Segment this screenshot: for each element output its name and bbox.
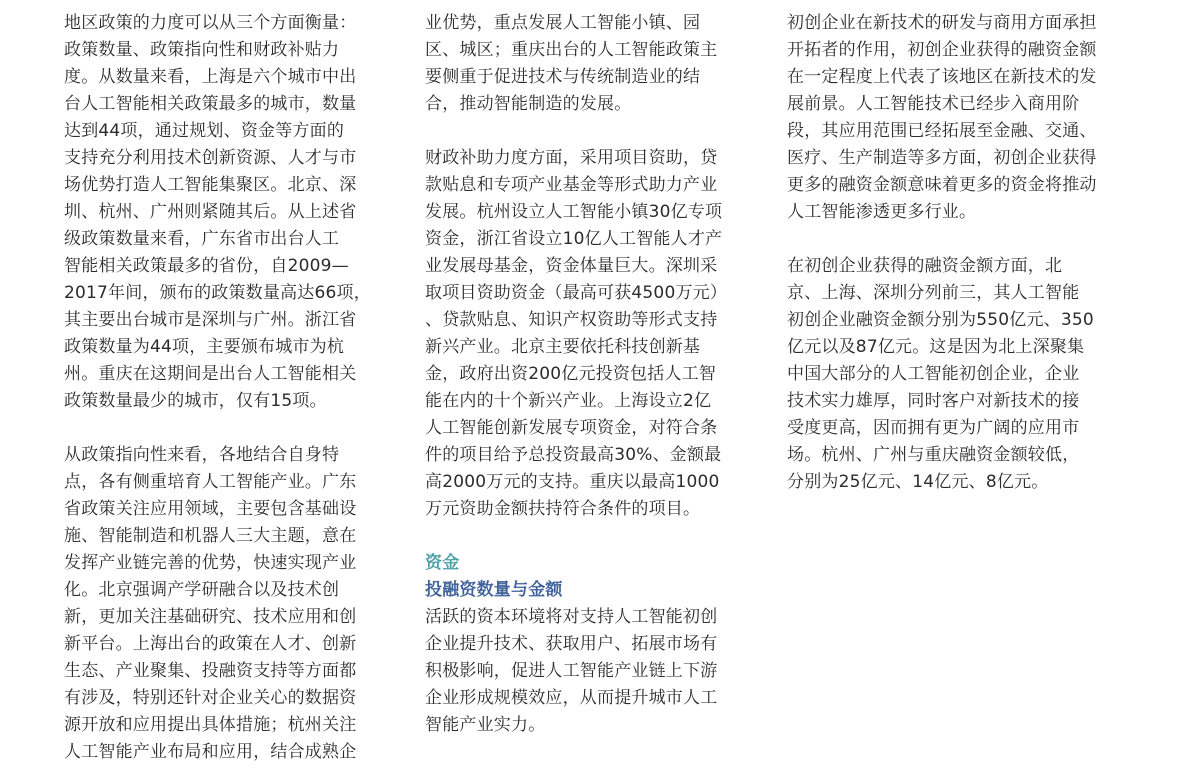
text-line: 从政策指向性来看，各地结合自身特	[64, 445, 340, 465]
paragraph	[64, 442, 394, 766]
text-line: 能在内的十个新兴产业。上海设立2亿	[425, 391, 712, 411]
text-line: 高2000万元的支持。重庆以最高1000	[425, 472, 720, 492]
text-line: 金，政府出资200亿元投资包括人工智	[425, 364, 717, 384]
text-line: 亿元以及87亿元。这是因为北上深聚集	[787, 337, 1085, 357]
text-line: 人工智能产业布局和应用，结合成熟企	[64, 742, 357, 762]
text-line: 人工智能渗透更多行业。	[787, 202, 977, 222]
text-column-3	[787, 10, 1123, 496]
text-line: 企业形成规模效应，从而提升城市人工	[425, 688, 718, 708]
text-line: 点，各有侧重培育人工智能产业。广东	[64, 472, 357, 492]
text-line: 资金，浙江省设立10亿人工智能人才产	[425, 229, 723, 249]
text-line: 其主要出台城市是深圳与广州。浙江省	[64, 310, 357, 330]
text-line: 、贷款贴息、知识产权资助等形式支持	[425, 310, 718, 330]
text-line: 初创企业在新技术的研发与商用方面承担	[787, 13, 1097, 33]
text-line: 地区政策的力度可以从三个方面衡量：	[64, 13, 357, 33]
text-line: 发展。杭州设立人工智能小镇30亿专项	[425, 202, 723, 222]
text-line: 支持充分利用技术创新资源、人才与市	[64, 148, 357, 168]
text-line: 台人工智能相关政策最多的城市，数量	[64, 94, 357, 114]
paragraph-spacer	[425, 118, 755, 145]
text-line: 度。从数量来看，上海是六个城市中出	[64, 67, 357, 87]
text-line: 人工智能创新发展专项资金，对符合条	[425, 418, 718, 438]
text-line: 段，其应用范围已经拓展至金融、交通、	[787, 121, 1097, 141]
text-line: 源开放和应用提出具体措施；杭州关注	[64, 715, 357, 735]
subsection-heading: 投融资数量与金额	[425, 580, 563, 600]
text-line: 新平台。上海出台的政策在人才、创新	[64, 634, 357, 654]
text-line: 政策数量为44项，主要颁布城市为杭	[64, 337, 345, 357]
paragraph-spacer	[425, 523, 755, 550]
text-line: 新，更加关注基础研究、技术应用和创	[64, 607, 357, 627]
text-line: 场。杭州、广州与重庆融资金额较低，	[787, 445, 1080, 465]
paragraph-spacer	[64, 415, 394, 442]
text-line: 新兴产业。北京主要依托科技创新基	[425, 337, 701, 357]
text-line: 在一定程度上代表了该地区在新技术的发	[787, 67, 1097, 87]
text-line: 业发展母基金，资金体量巨大。深圳采	[425, 256, 718, 276]
text-line: 积极影响，促进人工智能产业链上下游	[425, 661, 718, 681]
text-column-1	[64, 10, 394, 766]
text-line: 政策数量、政策指向性和财政补贴力	[64, 40, 340, 60]
text-line: 政策数量最少的城市，仅有15项。	[64, 391, 327, 411]
text-line: 财政补助力度方面，采用项目资助，贷	[425, 148, 718, 168]
text-line: 州。重庆在这期间是出台人工智能相关	[64, 364, 357, 384]
text-column-2	[425, 10, 755, 739]
text-line: 取项目资助资金（最高可获4500万元）	[425, 283, 728, 303]
text-line: 技术实力雄厚，同时客户对新技术的接	[787, 391, 1080, 411]
text-line: 智能产业实力。	[425, 715, 546, 735]
paragraph	[425, 604, 755, 739]
text-line: 展前景。人工智能技术已经步入商用阶	[787, 94, 1080, 114]
text-line: 更多的融资金额意味着更多的资金将推动	[787, 175, 1097, 195]
paragraph	[787, 253, 1123, 496]
paragraph-spacer	[787, 226, 1123, 253]
paragraph	[787, 10, 1123, 226]
text-line: 发挥产业链完善的优势，快速实现产业	[64, 553, 357, 573]
paragraph	[425, 145, 755, 523]
text-line: 级政策数量来看，广东省市出台人工	[64, 229, 340, 249]
text-line: 达到44项，通过规划、资金等方面的	[64, 121, 345, 141]
text-line: 化。北京强调产学研融合以及技术创	[64, 580, 340, 600]
text-line: 智能相关政策最多的省份，自2009—	[64, 256, 349, 276]
text-line: 款贴息和专项产业基金等形式助力产业	[425, 175, 718, 195]
section-heading: 资金	[425, 553, 460, 573]
paragraph	[425, 10, 755, 118]
text-line: 开拓者的作用，初创企业获得的融资金额	[787, 40, 1097, 60]
text-line: 业优势，重点发展人工智能小镇、园	[425, 13, 701, 33]
text-line: 中国大部分的人工智能初创企业，企业	[787, 364, 1080, 384]
text-line: 企业提升技术、获取用户、拓展市场有	[425, 634, 718, 654]
text-line: 有涉及，特别还针对企业关心的数据资	[64, 688, 357, 708]
text-line: 施、智能制造和机器人三大主题，意在	[64, 526, 357, 546]
text-line: 件的项目给予总投资最高30%、金额最	[425, 445, 722, 465]
text-line: 受度更高，因而拥有更为广阔的应用市	[787, 418, 1080, 438]
text-line: 医疗、生产制造等多方面，初创企业获得	[787, 148, 1097, 168]
text-line: 圳、杭州、广州则紧随其后。从上述省	[64, 202, 357, 222]
paragraph	[64, 10, 394, 415]
text-line: 2017年间，颁布的政策数量高达66项，	[64, 283, 371, 303]
text-line: 要侧重于促进技术与传统制造业的结	[425, 67, 701, 87]
text-line: 场优势打造人工智能集聚区。北京、深	[64, 175, 357, 195]
text-line: 在初创企业获得的融资金额方面，北	[787, 256, 1063, 276]
text-line: 省政策关注应用领域，主要包含基础设	[64, 499, 357, 519]
text-line: 分别为25亿元、14亿元、8亿元。	[787, 472, 1049, 492]
text-line: 万元资助金额扶持符合条件的项目。	[425, 499, 701, 519]
text-line: 京、上海、深圳分列前三，其人工智能	[787, 283, 1080, 303]
text-line: 生态、产业聚集、投融资支持等方面都	[64, 661, 357, 681]
text-line: 活跃的资本环境将对支持人工智能初创	[425, 607, 718, 627]
text-line: 区、城区；重庆出台的人工智能政策主	[425, 40, 718, 60]
text-line: 初创企业融资金额分别为550亿元、350	[787, 310, 1094, 330]
text-line: 合，推动智能制造的发展。	[425, 94, 632, 114]
